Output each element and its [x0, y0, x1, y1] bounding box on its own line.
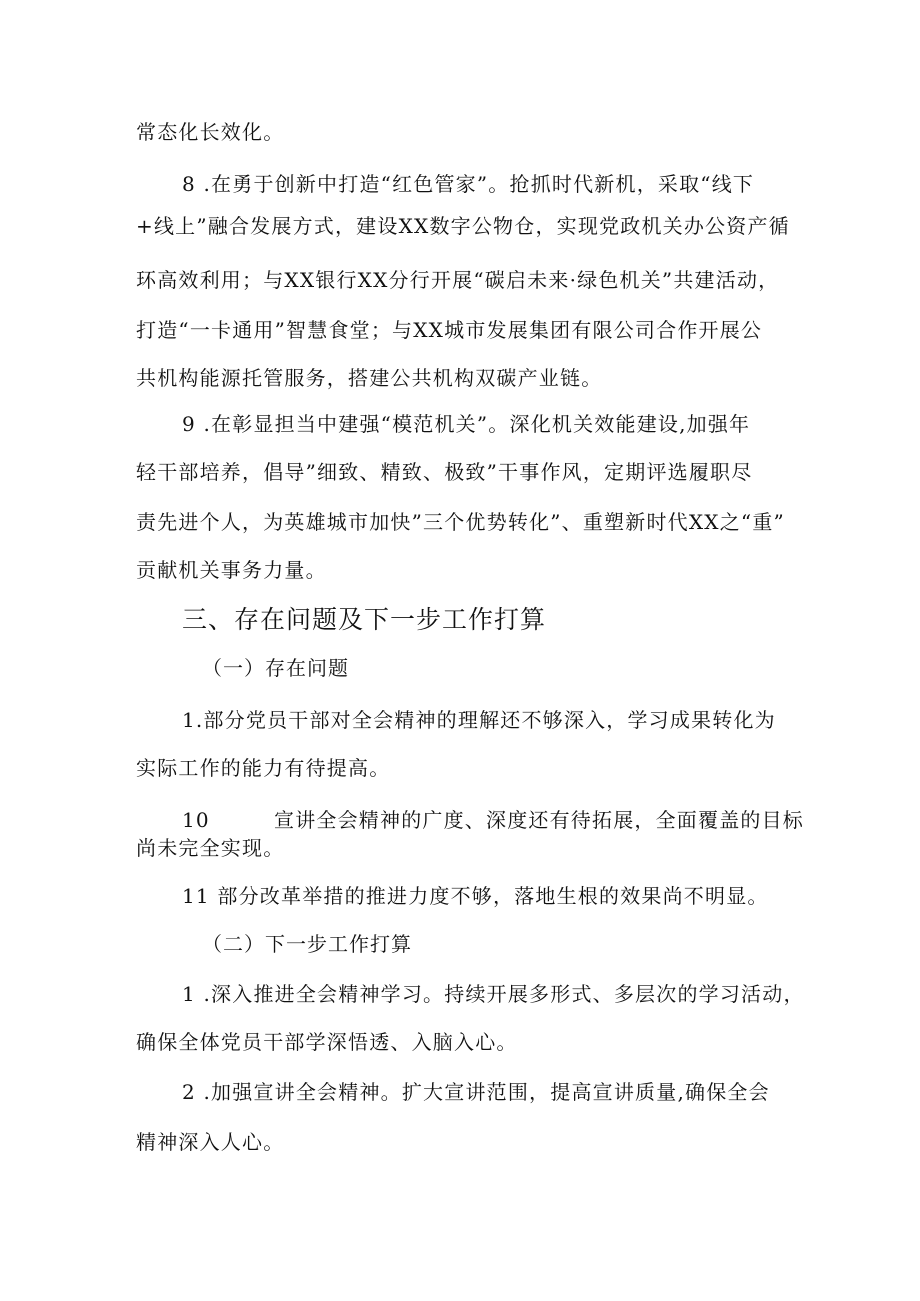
- paragraph-7-tail: 常态化长效化。: [136, 120, 285, 144]
- issue-1-line-2: 实际工作的能力有待提高。: [136, 756, 391, 780]
- subsection-1-heading: （一）存在问题: [202, 656, 349, 680]
- plan-1-line-2: 确保全体党员干部学深悟透、入脑入心。: [136, 1030, 518, 1054]
- paragraph-8-line-1: 8 .在勇于创新中打造“红色管家”。抢抓时代新机，采取“线下: [182, 172, 755, 196]
- issue-10-line-2: 尚未完全实现。: [136, 836, 285, 860]
- plan-2-line-2: 精神深入人心。: [136, 1130, 285, 1154]
- subsection-2-heading: （二）下一步工作打算: [202, 932, 412, 956]
- issue-10-line-1: [182, 806, 804, 834]
- plan-1-line-1: 1 .深入推进全会精神学习。持续开展多形式、多层次的学习活动，: [182, 982, 805, 1006]
- plan-2-line-1: 2 .加强宣讲全会精神。扩大宣讲范围，提高宣讲质量,确保全会: [182, 1080, 770, 1104]
- section-3-heading: 三、存在问题及下一步工作打算: [182, 605, 547, 634]
- issue-10-number: 10: [182, 808, 210, 832]
- paragraph-8-line-3: 环高效利用；与XX银行XX分行开展“碳启未来·绿色机关”共建活动，: [136, 268, 780, 292]
- paragraph-9-line-1: 9 .在彰显担当中建强“模范机关”。深化机关效能建设,加强年: [182, 412, 751, 436]
- issue-10-text: 宣讲全会精神的广度、深度还有待拓展，全面覆盖的目标: [274, 808, 804, 832]
- paragraph-9-line-4: 贡献机关事务力量。: [136, 558, 327, 582]
- paragraph-9-line-2: 轻干部培养，倡导”细致、精致、极致”干事作风，定期评选履职尽: [136, 460, 753, 484]
- issue-11: 11 部分改革举措的推进力度不够，落地生根的效果尚不明显。: [182, 884, 769, 908]
- issue-1-line-1: 1.部分党员干部对全会精神的理解还不够深入，学习成果转化为: [182, 708, 776, 732]
- paragraph-8-line-2: +线上”融合发展方式，建设XX数字公物仓，实现党政机关办公资产循: [136, 214, 790, 238]
- paragraph-8-line-4: 打造“一卡通用”智慧食堂；与XX城市发展集团有限公司合作开展公: [136, 318, 763, 342]
- paragraph-8-line-5: 共机构能源托管服务，搭建公共机构双碳产业链。: [136, 366, 603, 390]
- paragraph-9-line-3: 责先进个人，为英雄城市加快”三个优势转化”、重塑新时代XX之“重”: [136, 510, 785, 534]
